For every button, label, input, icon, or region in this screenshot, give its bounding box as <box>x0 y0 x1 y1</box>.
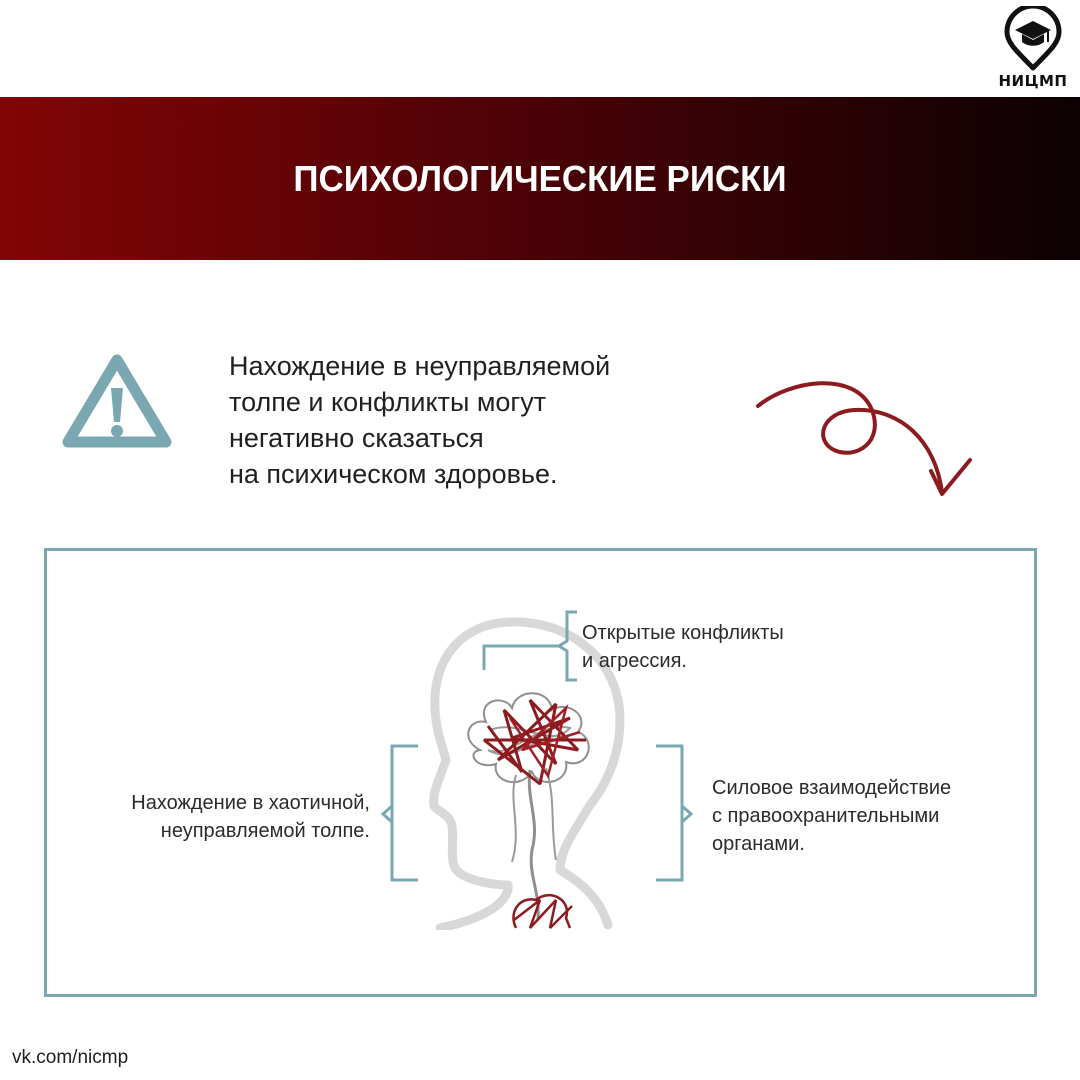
label-chaotic-crowd <box>60 789 370 845</box>
label-line: Открытые конфликты <box>582 622 784 644</box>
label-line: Нахождение в хаотичной, <box>131 792 370 814</box>
intro-line: негативно сказаться <box>229 423 484 453</box>
label-line: и агрессия. <box>582 650 687 672</box>
intro-line: Нахождение в неуправляемой <box>229 351 611 381</box>
label-line: неуправляемой толпе. <box>160 820 370 842</box>
label-line: с правоохранительными <box>712 805 940 827</box>
label-law-enforcement <box>712 774 951 858</box>
logo-text: НИЦМП <box>998 72 1068 90</box>
label-line: Силовое взаимодействие <box>712 777 952 799</box>
label-open-conflicts <box>582 619 784 675</box>
page-title: ПСИХОЛОГИЧЕСКИЕ РИСКИ <box>293 158 787 199</box>
label-line: органами. <box>712 833 805 855</box>
footer-link[interactable]: vk.com/nicmp <box>12 1047 129 1068</box>
intro-line: толпе и конфликты могут <box>229 387 547 417</box>
intro-line: на психическом здоровье. <box>229 459 558 489</box>
